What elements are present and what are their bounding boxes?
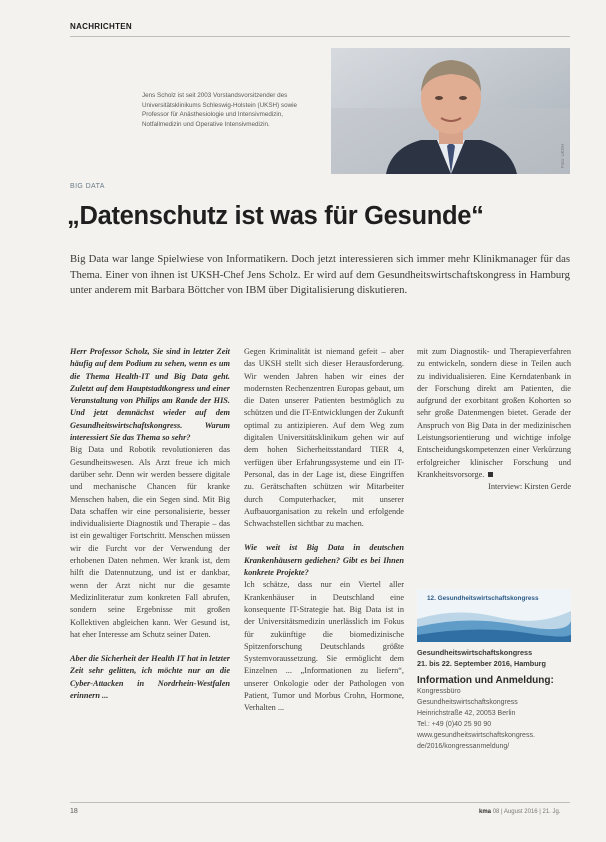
event-info-line: www.gesundheitswirtschaftskongress.: [417, 732, 535, 739]
page-number: 18: [70, 808, 78, 815]
interview-question: Aber die Sicherheit der Health IT hat in letzter Zeit sehr gelitten, ich möchte nur an die Cyber-Attacken in Nordrhein-Westfalen erinnern ...: [70, 654, 230, 701]
interview-answer: Ich schätze, dass nur ein Viertel aller Krankenhäuser in Deutschland eine konsequente IT-Strategie hat. Big Data ist in der Universitätsmedizin unerlässlich im Fokus für zukünftige die biomedizinische Spitzenforschung Deutschlands größte Systemvoraussetzung. Sie ermöglicht dem Einzelnen ... „Informationen zu liefern“, unserer Onkologie oder der Pathologen von Patient, Tumor und Morbus Crohn, Hormone, Verhalten ...: [244, 580, 404, 713]
event-info-line: Heinrichstraße 42, 20053 Berlin: [417, 710, 516, 717]
header-rule: [70, 36, 570, 37]
interview-question: Herr Professor Scholz, Sie sind in letzter Zeit häufig auf dem Podium zu sehen, wenn es um die Thema Health-IT und Big Data geht. Zuletzt auf dem Hauptstadtkongress und einer Veranstaltung von Philips am Rande der HIS. Und jetzt demnächst wieder auf dem Gesundheitswirtschaftskongress. Warum interessiert Sie das Thema so sehr?: [70, 347, 230, 443]
portrait-photo: [331, 48, 570, 174]
event-dates: 21. bis 22. September 2016, Hamburg: [417, 658, 546, 668]
footer-folio: kma 08 | August 2016 | 21. Jg.: [479, 809, 561, 815]
article-column-1: [70, 346, 230, 702]
article-column-2: [244, 346, 404, 715]
event-info-line: de/2016/kongressanmeldung/: [417, 743, 510, 750]
event-info-line: Kongressbüro: [417, 688, 461, 695]
footer-rule: [70, 802, 570, 803]
interview-answer: Gegen Kriminalität ist niemand gefeit – aber das UKSH stellt sich dieser Herausforderung. Wir wenden Jahren haben wir eines der modernsten Rechenzentren Europas gebaut, um die Daten unserer Patienten bestmöglich zu schützen und die IT-Entwicklungen der Zukunft optimal zu antizipieren. Auf dem Weg zum digitalen Universitätsklinikum gehen wir auf dem hohen Sicherheitsstandard TIER 4, verfügen über Erfahrungssysteme und ein IT-Personal, das in der Lage ist, diese Eingriffen zu. Gerätschaften schützen wir Mitarbeiter durch Computerhacker, mit unserer Aufbauorganisation zu rekeln und erfolgende Schwachstellen sichtbar zu machen.: [244, 347, 404, 529]
photo-credit: Foto: UKSH: [560, 144, 565, 169]
end-mark: [488, 472, 493, 477]
event-info-line: Gesundheitswirtschaftskongress: [417, 699, 518, 706]
event-info-heading: Information und Anmeldung:: [417, 675, 554, 686]
interview-answer: Big Data und Robotik revolutionieren das Gesundheitswesen. Als Arzt freue ich mich darüber sehr. Denn wir werden bessere digitale und mechanische Chancen für kranke Menschen haben, die ein Segen sind. Mit Big Data schaffen wir eine personalisierte, besser individualisierte Diagnostik und Therapie – das ist ein gewaltiger Fortschritt. Menschen müssen wir die Furcht vor der Verwendung der erhobenen Daten nehmen. Wer krank ist, dem hilft die Datennutzung, und ist er dankbar, wenn der Arzt nicht nur die gesamte Medizinliteratur zum konkreten Fall abrufen, sondern seine Ergebnisse mit großen Kollektiven abgleichen kann. Wer Gesund ist, hat eher Interesse am Schutz seiner Daten.: [70, 445, 230, 639]
article-headline: „Datenschutz ist was für Gesunde“: [67, 202, 484, 230]
article-kicker: BIG DATA: [70, 183, 105, 190]
event-banner: [417, 589, 571, 642]
interview-answer: mit zum Diagnostik- und Therapieverfahren zu entwickeln, sondern diese in Teilen auch zu individualisieren. Eine Kerndatenbank in der Forschung direkt am Patienten, die aufgrund der exorbitant großen Kohorten so sehr große Datenmengen bietet. Gerade der Anspruch von Big Data in der medizinischen Leistungsorientierung und wichtige infolge Entscheidungskompetenzen einer Verkürzung erfolgreicher klinischer Forschung und Krankheitsvorsorge.: [417, 347, 571, 479]
article-lead: Big Data war lange Spielwiese von Informatikern. Doch jetzt interessieren sich immer mehr Klinikmanager für das Thema. Einer von ihnen ist UKSH-Chef Jens Scholz. Er wird auf dem Gesundheitswirtschaftskongress in Hamburg unter anderem mit Barbara Böttcher von IBM über Digitalisierung diskutieren.: [70, 253, 570, 296]
portrait-illustration: [331, 48, 570, 174]
article-column-3: [417, 346, 571, 494]
event-info-line: Tel.: +49 (0)40 25 90 90: [417, 721, 492, 728]
interview-question: Wie weit ist Big Data in deutschen Krankenhäusern gediehen? Gibt es bei Ihnen konkrete Projekte?: [244, 543, 404, 578]
interview-signoff: Interview: Kirsten Gerde: [488, 482, 571, 492]
event-banner-title: 12. Gesundheitswirtschaftskongress: [427, 595, 539, 602]
event-info: [417, 648, 571, 752]
event-name: Gesundheitswirtschaftskongress: [417, 648, 533, 657]
photo-caption: Jens Scholz ist seit 2003 Vorstandsvorsitzender des Universitätsklinikums Schleswig-Holstein (UKSH) sowie Professor für Anästhesiologie und Intensivmedizin, Notfallmedizin und Operative Intensivmedizin.: [142, 92, 298, 129]
section-label: NACHRICHTEN: [70, 22, 132, 31]
